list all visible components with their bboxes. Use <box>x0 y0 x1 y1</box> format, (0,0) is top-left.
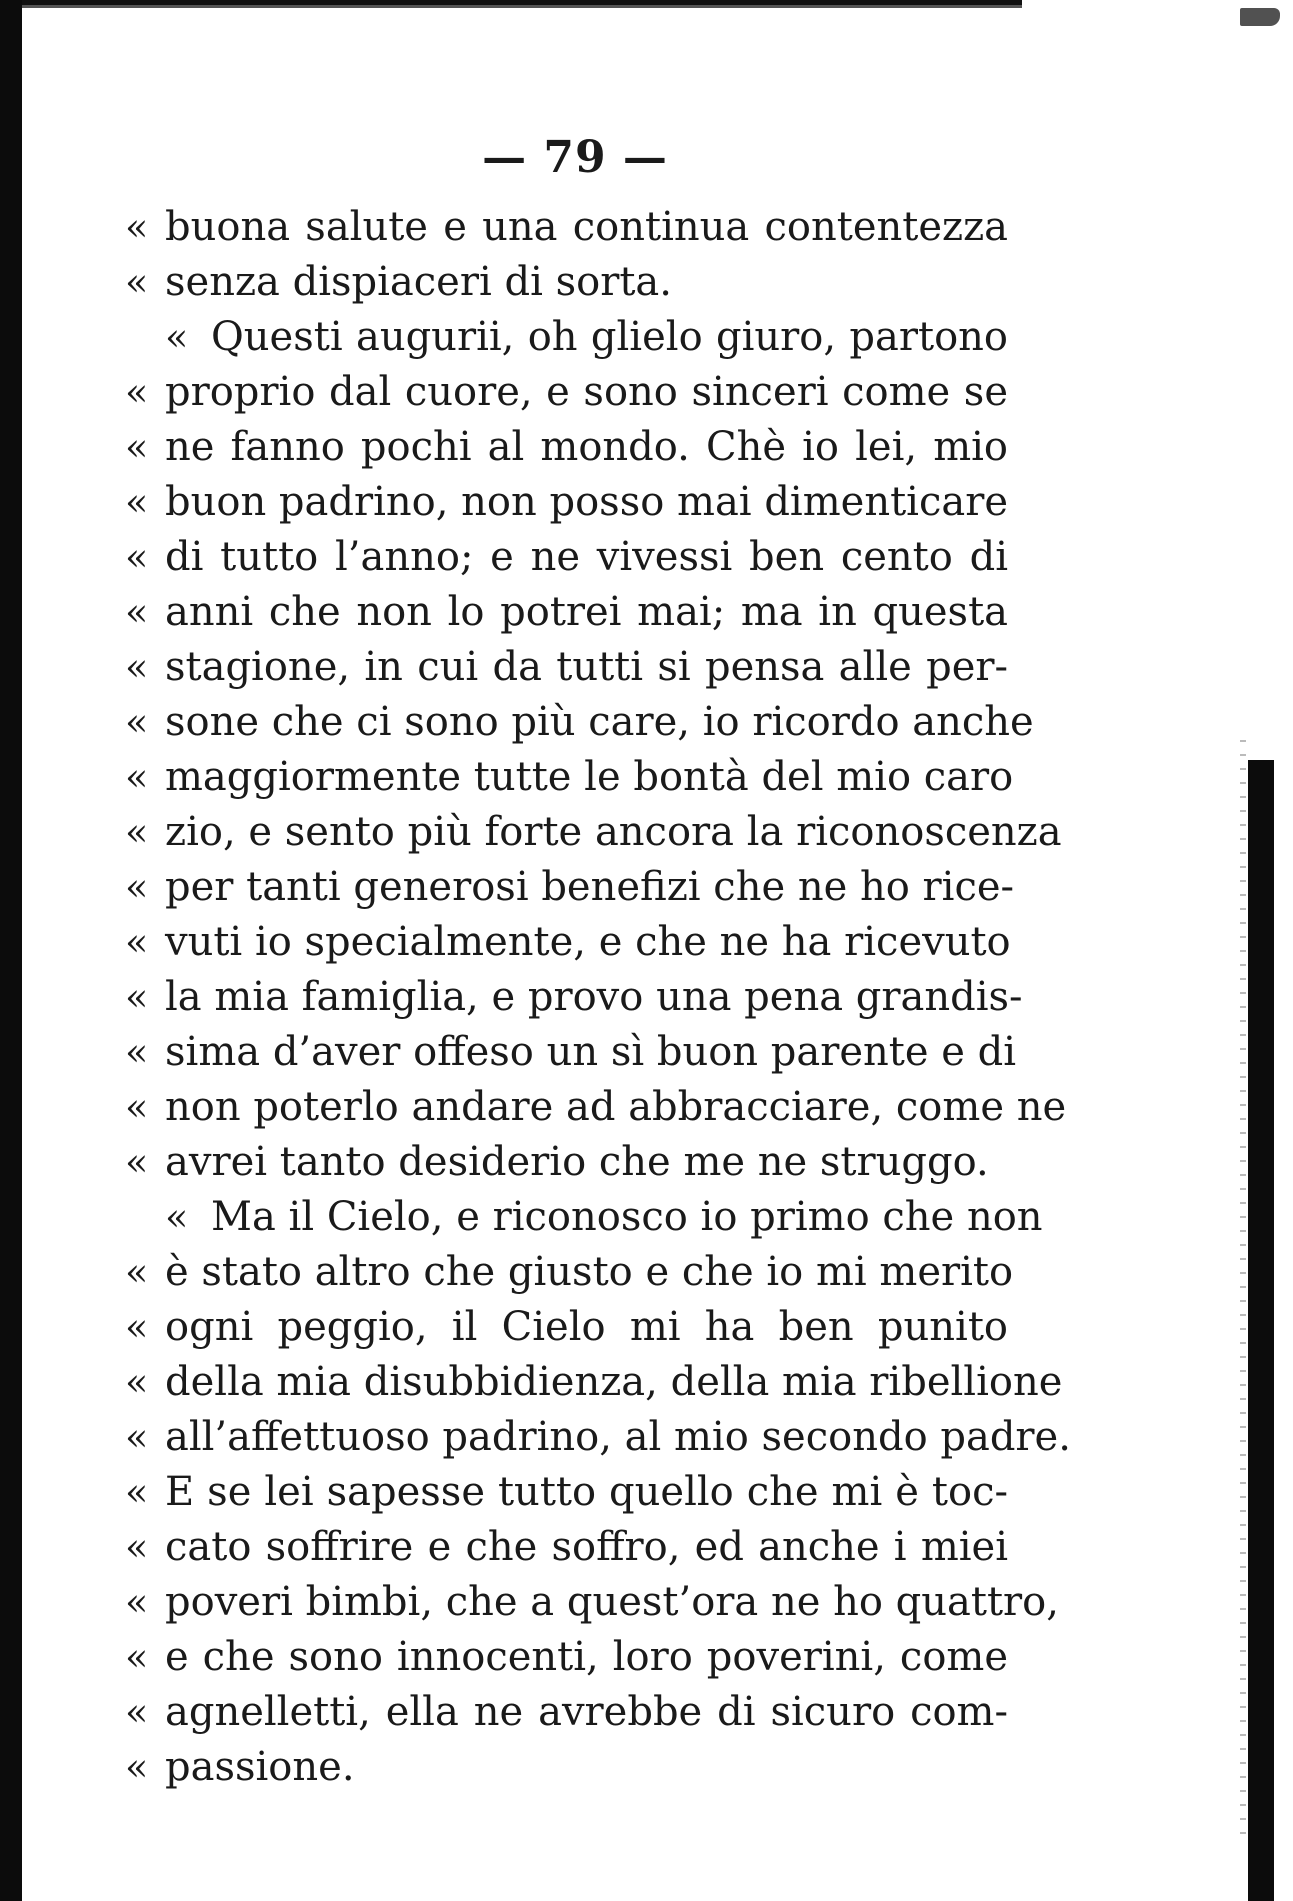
text-line <box>125 1685 1008 1740</box>
line-text: avrei tanto desiderio che me ne struggo. <box>165 1139 989 1185</box>
line-quote-mark: « <box>125 975 149 1019</box>
text-line <box>125 1135 1008 1190</box>
line-text: di tutto l’anno; e ne vivessi ben cento di <box>165 534 1008 580</box>
line-quote-mark: « <box>125 1525 149 1569</box>
text-block <box>125 200 1071 1795</box>
text-line <box>125 255 1008 310</box>
line-text: Ma il Cielo, e riconosco io primo che non <box>211 1194 1043 1240</box>
line-text: Questi augurii, oh glielo giuro, partono <box>211 314 1008 360</box>
line-quote-mark: « <box>125 700 149 744</box>
line-quote-mark: « <box>125 480 149 524</box>
line-text: stagione, in cui da tutti si pensa alle per- <box>165 644 1008 690</box>
line-quote-mark: « <box>125 1085 149 1129</box>
line-text: della mia disubbidienza, della mia ribellione <box>165 1359 1063 1405</box>
line-quote-mark: « <box>125 1470 149 1514</box>
line-text: non poterlo andare ad abbracciare, come ne <box>165 1084 1067 1130</box>
text-line <box>128 310 1008 365</box>
line-quote-mark: « <box>125 1415 149 1459</box>
text-line <box>125 530 1008 585</box>
text-line <box>125 970 1023 1025</box>
line-quote-mark: « <box>125 1305 149 1349</box>
line-quote-mark: « <box>125 1140 149 1184</box>
text-line <box>125 1630 1008 1685</box>
line-quote-mark: « <box>125 1745 149 1789</box>
line-quote-mark: « <box>125 260 149 304</box>
line-text: sone che ci sono più care, io ricordo anche <box>165 699 1034 745</box>
line-quote-mark: « <box>125 1360 149 1404</box>
line-text: per tanti generosi benefizi che ne ho rice- <box>165 864 1015 910</box>
line-quote-mark: « <box>125 1030 149 1074</box>
scan-right-edge <box>1248 760 1274 1901</box>
line-text: buon padrino, non posso mai dimenticare <box>165 479 1008 525</box>
text-line <box>125 805 1062 860</box>
line-text: buona salute e una continua contentezza <box>165 204 1008 250</box>
line-quote-mark: « <box>125 425 149 469</box>
line-quote-mark: « <box>165 315 189 359</box>
line-quote-mark: « <box>125 370 149 414</box>
line-quote-mark: « <box>125 920 149 964</box>
text-line <box>125 200 1008 255</box>
line-quote-mark: « <box>125 810 149 854</box>
line-text: e che sono innocenti, loro poverini, come <box>165 1634 1008 1680</box>
text-line <box>125 640 1008 695</box>
text-line <box>125 1080 1067 1135</box>
line-text: maggiormente tutte le bontà del mio caro <box>165 754 1014 800</box>
line-text: sima d’aver offeso un sì buon parente e di <box>165 1029 1017 1075</box>
line-text: all’affettuoso padrino, al mio secondo padre. <box>165 1414 1071 1460</box>
line-text: agnelletti, ella ne avrebbe di sicuro com- <box>165 1689 1008 1735</box>
line-quote-mark: « <box>125 535 149 579</box>
line-quote-mark: « <box>125 645 149 689</box>
line-quote-mark: « <box>125 205 149 249</box>
line-quote-mark: « <box>165 1195 189 1239</box>
text-line <box>125 475 1008 530</box>
text-line <box>125 1245 1014 1300</box>
text-line <box>125 1410 1071 1465</box>
text-line <box>125 860 1015 915</box>
text-line <box>125 1575 1059 1630</box>
text-line <box>125 1300 1008 1355</box>
line-quote-mark: « <box>125 1250 149 1294</box>
text-line <box>128 1190 1043 1245</box>
line-text: anni che non lo potrei mai; ma in questa <box>165 589 1008 635</box>
line-text: zio, e sento più forte ancora la riconoscenza <box>165 809 1062 855</box>
line-quote-mark: « <box>125 755 149 799</box>
page-number: — 79 — <box>482 132 668 183</box>
text-line <box>125 750 1014 805</box>
text-line <box>125 365 1008 420</box>
text-line <box>125 695 1034 750</box>
text-line <box>125 1025 1017 1080</box>
scan-top-edge <box>22 0 1022 12</box>
text-line <box>125 1355 1063 1410</box>
line-text: è stato altro che giusto e che io mi merito <box>165 1249 1014 1295</box>
line-quote-mark: « <box>125 1580 149 1624</box>
scan-corner-mark <box>1240 8 1280 26</box>
line-quote-mark: « <box>125 865 149 909</box>
line-text: proprio dal cuore, e sono sinceri come se <box>165 369 1008 415</box>
line-quote-mark: « <box>125 1690 149 1734</box>
text-line <box>125 1520 1008 1575</box>
line-text: vuti io specialmente, e che ne ha ricevuto <box>165 919 1011 965</box>
line-text: cato soffrire e che soffro, ed anche i miei <box>165 1524 1008 1570</box>
text-line <box>125 915 1011 970</box>
line-text: E se lei sapesse tutto quello che mi è toc- <box>165 1469 1008 1515</box>
text-line <box>125 420 1008 475</box>
line-quote-mark: « <box>125 590 149 634</box>
line-quote-mark: « <box>125 1635 149 1679</box>
line-text: passione. <box>165 1744 355 1790</box>
line-text: senza dispiaceri di sorta. <box>165 259 672 305</box>
scan-right-speckle <box>1240 740 1246 1840</box>
text-line <box>125 1465 1008 1520</box>
line-text: poveri bimbi, che a quest’ora ne ho quattro, <box>165 1579 1059 1625</box>
line-text: ne fanno pochi al mondo. Chè io lei, mio <box>165 424 1008 470</box>
line-text: la mia famiglia, e provo una pena grandis- <box>165 974 1023 1020</box>
text-line <box>125 585 1008 640</box>
line-text: ogni peggio, il Cielo mi ha ben punito <box>165 1304 1008 1350</box>
text-line <box>125 1740 1008 1795</box>
scan-left-edge <box>0 0 22 1901</box>
